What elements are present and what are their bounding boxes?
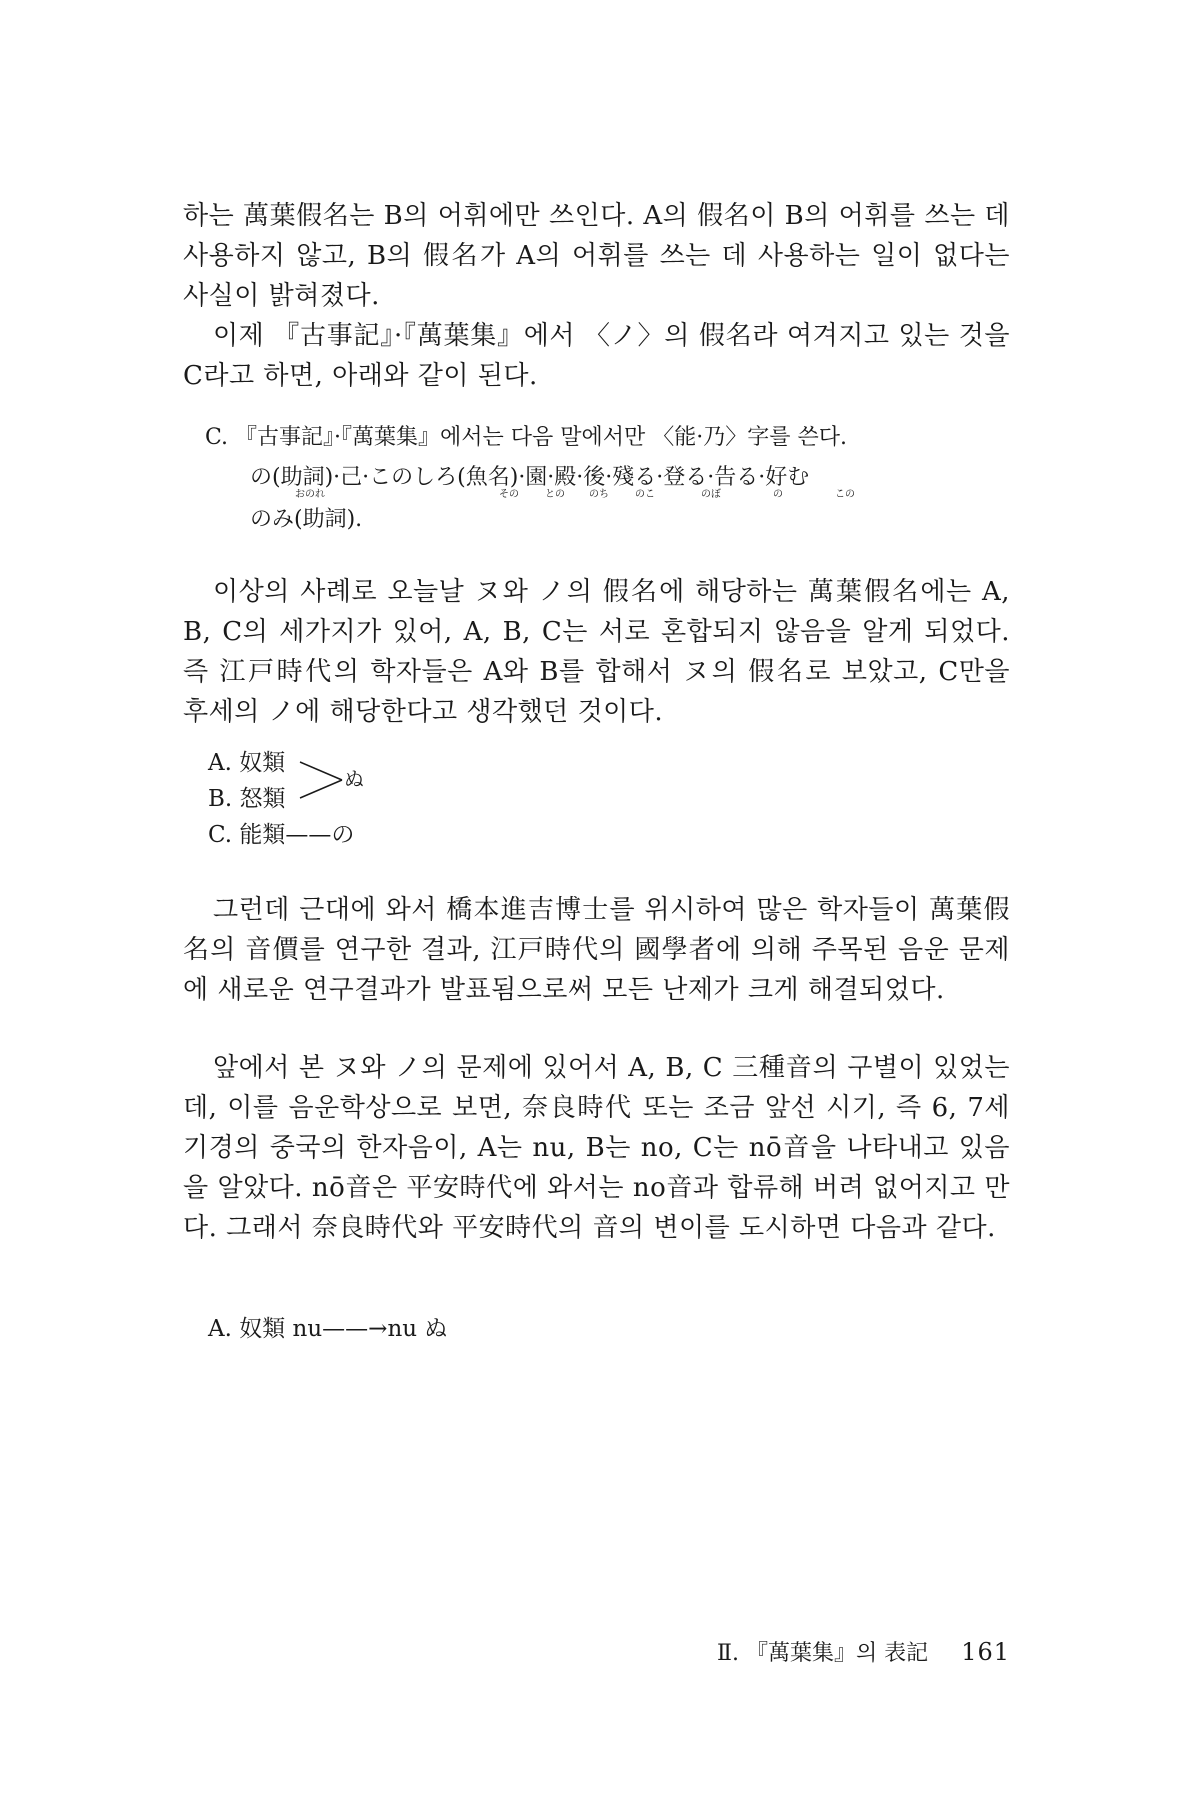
merge-lines-icon — [298, 756, 348, 806]
paragraph-3: 이상의 사례로 오늘날 ヌ와 ノ의 假名에 해당하는 萬葉假名에는 A, B, C의 세가지가 있어, A, B, C는 서로 혼합되지 않음을 알게 되었다. 즉 江戸時代의 학자들은 A와 B를 합해서 ヌ의 假名로 보았고, C만을 후세의 ノ에 해당한다고 생각했던 것이다. — [183, 577, 1010, 727]
paragraph-2: 이제 『古事記』·『萬葉集』에서 〈ノ〉의 假名라 여겨지고 있는 것을 C라고 하면, 아래와 같이 된다. — [183, 321, 1010, 391]
ruby-kono: この — [835, 489, 855, 500]
page-footer — [717, 1636, 1010, 1667]
ruby-tono: との — [545, 489, 565, 500]
diagram2-row-a: A. 奴類 nu——→nu ぬ — [208, 1316, 448, 1342]
diagram1-row-a: A. 奴類 — [208, 750, 286, 776]
diagram1-merge-kana: ぬ — [344, 767, 364, 791]
c-example-ruby-line — [205, 488, 1005, 502]
page-number: 161 — [961, 1638, 1010, 1666]
c-example-block — [205, 420, 1005, 538]
ruby-nochi: のち — [589, 489, 609, 500]
ruby-no: の — [773, 489, 783, 500]
ruby-noko: のこ — [635, 489, 655, 500]
c-example-words-line: の(助詞)·己·このしろ(魚名)·園·殿·後·殘る·登る·告る·好む — [250, 465, 810, 490]
c-example-last-line: のみ(助詞). — [250, 507, 363, 532]
paragraph-1: 하는 萬葉假名는 B의 어휘에만 쓰인다. A의 假名이 B의 어휘를 쓰는 데 사용하지 않고, B의 假名가 A의 어휘를 쓰는 데 사용하는 일이 없다는 사실이 밝혀졌다. — [183, 201, 1010, 311]
running-head: Ⅱ. 『萬葉集』의 表記 — [717, 1641, 929, 1666]
ruby-ono: おのれ — [295, 489, 325, 500]
diagram1-row-b: B. 怒類 — [208, 786, 286, 812]
paragraph-4: 그런데 근대에 와서 橋本進吉博士를 위시하여 많은 학자들이 萬葉假名의 音價를 연구한 결과, 江戸時代의 國學者에 의해 주목된 음운 문제에 새로운 연구결과가 발표됨으로써 모든 난제가 크게 해결되었다. — [183, 895, 1010, 1005]
c-example-heading: C. 『古事記』·『萬葉集』에서는 다음 말에서만 〈能·乃〉字를 쓴다. — [205, 425, 848, 450]
diagram1-row-c: C. 能類——の — [208, 822, 355, 848]
paragraph-5: 앞에서 본 ヌ와 ノ의 문제에 있어서 A, B, C 三種音의 구별이 있었는데, 이를 음운학상으로 보면, 奈良時代 또는 조금 앞선 시기, 즉 6, 7세기경의 중국의 한자음이, A는 nu, B는 no, C는 nō音을 나타내고 있음을 알았다. nō音은 平安時代에 와서는 no音과 합류해 버려 없어지고 만다. 그래서 奈良時代와 平安時代의 音의 변이를 도시하면 다음과 같다. — [183, 1053, 1010, 1243]
ruby-sono: その — [499, 489, 519, 500]
ruby-nobo: のぼ — [701, 489, 721, 500]
